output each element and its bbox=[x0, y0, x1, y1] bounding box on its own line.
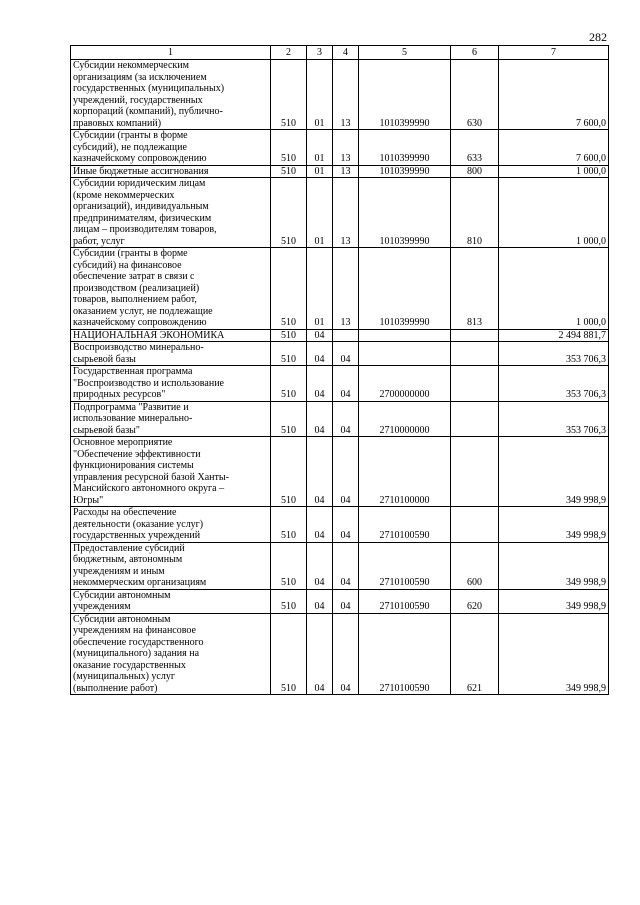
section-code-cell: 01 bbox=[307, 130, 333, 166]
section-code-cell: 04 bbox=[307, 342, 333, 366]
row-name-cell: Предоставление субсидий бюджетным, автономным учреждениям и иным некоммерческим организациям bbox=[71, 542, 271, 589]
row-name-cell: Государственная программа "Воспроизводство и использование природных ресурсов" bbox=[71, 366, 271, 402]
subsection-code-cell: 04 bbox=[333, 342, 359, 366]
subsection-code-cell: 13 bbox=[333, 165, 359, 178]
section-code-cell: 04 bbox=[307, 329, 333, 342]
table-row bbox=[71, 437, 609, 507]
row-name-cell: Иные бюджетные ассигнования bbox=[71, 165, 271, 178]
amount-cell: 349 998,9 bbox=[499, 437, 609, 507]
row-name-cell: Субсидии юридическим лицам (кроме некоммерческих организаций), индивидуальным предпринимателям, физическим лицам – производителям товаров, работ, услуг bbox=[71, 178, 271, 248]
subsection-code-cell: 13 bbox=[333, 248, 359, 330]
amount-cell: 353 706,3 bbox=[499, 366, 609, 402]
expense-type-code-cell bbox=[451, 366, 499, 402]
table-row bbox=[71, 401, 609, 437]
section-code-cell: 04 bbox=[307, 366, 333, 402]
amount-cell: 349 998,9 bbox=[499, 589, 609, 613]
row-name-cell: Субсидии некоммерческим организациям (за исключением государственных (муниципальных) учреждений, государственных корпораций (компаний), публично- правовых компаний) bbox=[71, 60, 271, 130]
subsection-code-cell: 04 bbox=[333, 366, 359, 402]
amount-cell: 349 998,9 bbox=[499, 507, 609, 543]
amount-cell: 7 600,0 bbox=[499, 60, 609, 130]
table-row bbox=[71, 329, 609, 342]
expense-type-code-cell: 813 bbox=[451, 248, 499, 330]
expense-type-code-cell: 621 bbox=[451, 613, 499, 695]
table-row bbox=[71, 165, 609, 178]
header-row bbox=[71, 46, 609, 60]
budget-table bbox=[70, 45, 609, 695]
expense-type-code-cell bbox=[451, 329, 499, 342]
table-row bbox=[71, 366, 609, 402]
ministry-code-cell: 510 bbox=[271, 165, 307, 178]
row-name-cell: Субсидии автономным учреждениям на финансовое обеспечение государственного (муниципального) задания на оказание государственных (муниципальных) услуг (выполнение работ) bbox=[71, 613, 271, 695]
subsection-code-cell: 13 bbox=[333, 60, 359, 130]
expense-type-code-cell bbox=[451, 507, 499, 543]
target-article-code-cell: 2710100000 bbox=[359, 437, 451, 507]
target-article-code-cell: 1010399990 bbox=[359, 130, 451, 166]
section-code-cell: 04 bbox=[307, 437, 333, 507]
table-row bbox=[71, 542, 609, 589]
subsection-code-cell: 04 bbox=[333, 589, 359, 613]
target-article-code-cell: 2710100590 bbox=[359, 507, 451, 543]
amount-cell: 1 000,0 bbox=[499, 248, 609, 330]
amount-cell: 353 706,3 bbox=[499, 342, 609, 366]
target-article-code-cell: 2700000000 bbox=[359, 366, 451, 402]
ministry-code-cell: 510 bbox=[271, 178, 307, 248]
expense-type-code-cell: 800 bbox=[451, 165, 499, 178]
expense-type-code-cell: 600 bbox=[451, 542, 499, 589]
table-row bbox=[71, 342, 609, 366]
subsection-code-cell: 04 bbox=[333, 613, 359, 695]
subsection-code-cell: 04 bbox=[333, 507, 359, 543]
expense-type-code-cell: 630 bbox=[451, 60, 499, 130]
ministry-code-cell: 510 bbox=[271, 613, 307, 695]
ministry-code-cell: 510 bbox=[271, 507, 307, 543]
table-row bbox=[71, 507, 609, 543]
expense-type-code-cell: 810 bbox=[451, 178, 499, 248]
target-article-code-cell: 1010399990 bbox=[359, 178, 451, 248]
target-article-code-cell: 1010399990 bbox=[359, 165, 451, 178]
row-name-cell: Субсидии автономным учреждениям bbox=[71, 589, 271, 613]
ministry-code-cell: 510 bbox=[271, 60, 307, 130]
target-article-code-cell: 2710100590 bbox=[359, 542, 451, 589]
subsection-code-cell: 13 bbox=[333, 130, 359, 166]
table-row bbox=[71, 589, 609, 613]
ministry-code-cell: 510 bbox=[271, 366, 307, 402]
target-article-code-cell: 1010399990 bbox=[359, 248, 451, 330]
row-name-cell: Основное мероприятие "Обеспечение эффективности функционирования системы управления ресурсной базой Ханты- Мансийского автономного округа – Югры" bbox=[71, 437, 271, 507]
row-name-cell: Расходы на обеспечение деятельности (оказание услуг) государственных учреждений bbox=[71, 507, 271, 543]
target-article-code-cell: 1010399990 bbox=[359, 60, 451, 130]
amount-cell: 353 706,3 bbox=[499, 401, 609, 437]
row-name-cell: Субсидии (гранты в форме субсидий), не подлежащие казначейскому сопровождению bbox=[71, 130, 271, 166]
header-cell: 4 bbox=[333, 46, 359, 60]
section-code-cell: 04 bbox=[307, 589, 333, 613]
section-code-cell: 01 bbox=[307, 165, 333, 178]
header-cell: 1 bbox=[71, 46, 271, 60]
target-article-code-cell: 2710100590 bbox=[359, 613, 451, 695]
amount-cell: 1 000,0 bbox=[499, 178, 609, 248]
subsection-code-cell: 04 bbox=[333, 437, 359, 507]
target-article-code-cell: 2710100590 bbox=[359, 589, 451, 613]
table-row bbox=[71, 613, 609, 695]
section-code-cell: 04 bbox=[307, 613, 333, 695]
header-cell: 6 bbox=[451, 46, 499, 60]
expense-type-code-cell: 620 bbox=[451, 589, 499, 613]
ministry-code-cell: 510 bbox=[271, 248, 307, 330]
target-article-code-cell: 2710000000 bbox=[359, 401, 451, 437]
header-cell: 5 bbox=[359, 46, 451, 60]
table-row bbox=[71, 60, 609, 130]
row-name-cell: Субсидии (гранты в форме субсидий) на финансовое обеспечение затрат в связи с производством (реализацией) товаров, выполнением работ, оказанием услуг, не подлежащие казначейскому сопровождению bbox=[71, 248, 271, 330]
ministry-code-cell: 510 bbox=[271, 329, 307, 342]
subsection-code-cell bbox=[333, 329, 359, 342]
row-name-cell: Воспроизводство минерально- сырьевой базы bbox=[71, 342, 271, 366]
expense-type-code-cell bbox=[451, 401, 499, 437]
amount-cell: 349 998,9 bbox=[499, 542, 609, 589]
header-cell: 3 bbox=[307, 46, 333, 60]
amount-cell: 2 494 881,7 bbox=[499, 329, 609, 342]
section-code-cell: 01 bbox=[307, 248, 333, 330]
section-code-cell: 04 bbox=[307, 542, 333, 589]
ministry-code-cell: 510 bbox=[271, 130, 307, 166]
section-code-cell: 01 bbox=[307, 178, 333, 248]
expense-type-code-cell bbox=[451, 342, 499, 366]
ministry-code-cell: 510 bbox=[271, 589, 307, 613]
page-number: 282 bbox=[589, 30, 607, 44]
ministry-code-cell: 510 bbox=[271, 437, 307, 507]
section-code-cell: 01 bbox=[307, 60, 333, 130]
ministry-code-cell: 510 bbox=[271, 542, 307, 589]
ministry-code-cell: 510 bbox=[271, 342, 307, 366]
header-cell: 2 bbox=[271, 46, 307, 60]
header-cell: 7 bbox=[499, 46, 609, 60]
expense-type-code-cell: 633 bbox=[451, 130, 499, 166]
target-article-code-cell bbox=[359, 329, 451, 342]
section-code-cell: 04 bbox=[307, 507, 333, 543]
expense-type-code-cell bbox=[451, 437, 499, 507]
amount-cell: 349 998,9 bbox=[499, 613, 609, 695]
row-name-cell: Подпрограмма "Развитие и использование минерально- сырьевой базы" bbox=[71, 401, 271, 437]
amount-cell: 1 000,0 bbox=[499, 165, 609, 178]
target-article-code-cell bbox=[359, 342, 451, 366]
row-name-cell: НАЦИОНАЛЬНАЯ ЭКОНОМИКА bbox=[71, 329, 271, 342]
ministry-code-cell: 510 bbox=[271, 401, 307, 437]
section-code-cell: 04 bbox=[307, 401, 333, 437]
subsection-code-cell: 04 bbox=[333, 401, 359, 437]
subsection-code-cell: 04 bbox=[333, 542, 359, 589]
table-row bbox=[71, 178, 609, 248]
table-row bbox=[71, 248, 609, 330]
table-row bbox=[71, 130, 609, 166]
subsection-code-cell: 13 bbox=[333, 178, 359, 248]
amount-cell: 7 600,0 bbox=[499, 130, 609, 166]
